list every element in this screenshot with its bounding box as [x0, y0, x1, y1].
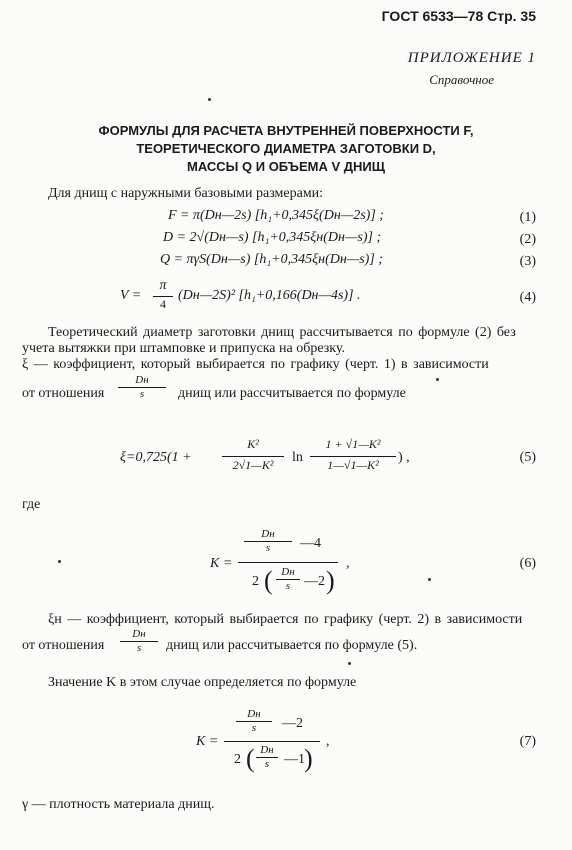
formula-4-rhs: (Dн—2S)² [h₁+0,166(Dн—4s)] . [178, 288, 361, 303]
formula-7-den-lparen: ( [246, 744, 255, 773]
formula-6-den-tail: —2 [304, 574, 325, 589]
formula-3: Q = πγS(Dн—s) [h₁+0,345ξн(Dн—s)] ; [160, 252, 383, 267]
scan-speck [436, 378, 439, 381]
formula-7-num-frac-d: s [236, 721, 272, 735]
para-3-line-2-pre: от отношения [22, 638, 105, 653]
formula-5-num-2: 1 + √1—K² [325, 437, 381, 451]
formula-7-den-tail: —1 [284, 752, 305, 767]
formula-7-number: (7) [519, 734, 536, 749]
para-2-fraction-num: Dн [135, 374, 149, 386]
para-3-fraction [120, 628, 158, 655]
scan-speck [208, 98, 211, 101]
para-2-fraction [118, 374, 166, 401]
para-1-line-2: учета вытяжки при штамповке и припуска на обрезку. [22, 341, 345, 356]
formula-7-lhs: K = [196, 734, 219, 749]
formula-2: D = 2√(Dн—s) [h₁+0,345ξн(Dн—s)] ; [163, 230, 382, 245]
formula-6-den-frac-n: Dн [281, 566, 295, 578]
formula-4-pi: π [159, 278, 167, 293]
formula-4-four: 4 [160, 297, 166, 311]
formula-5-number: (5) [519, 450, 536, 465]
para-3-fraction-num: Dн [132, 628, 146, 640]
formula-7-num-tail: —2 [282, 716, 303, 731]
para-2-line-2-pre: от отношения [22, 386, 105, 401]
formula-1: F = π(Dн—2s) [h₁+0,345ξ(Dн—2s)] ; [168, 208, 384, 223]
para-4-text: Значение K в этом случае определяется по формуле [48, 675, 357, 690]
para-2-line-2-post: днищ или рассчитывается по формуле [178, 386, 406, 401]
formula-6-number: (6) [519, 556, 536, 571]
formula-4-lhs: V = [120, 288, 142, 303]
formula-7-den-pre: 2 [234, 752, 241, 767]
para-3-fraction-den: s [120, 641, 158, 655]
page-header: ГОСТ 6533—78 Стр. 35 [381, 8, 536, 24]
scan-speck [348, 662, 351, 665]
formula-6-den-rparen: ) [326, 566, 335, 595]
formula-7-den-frac-d: s [256, 757, 278, 771]
heading-line-2: ТЕОРЕТИЧЕСКОГО ДИАМЕТРА ЗАГОТОВКИ D, [136, 141, 436, 156]
para-2-line-1: ξ — коэффициент, который выбирается по графику (черт. 1) в зависимости [22, 357, 489, 372]
formula-7-den-rparen: ) [304, 744, 313, 773]
formula-6-num-frac-d: s [244, 541, 292, 555]
para-3-line-2-post: днищ или рассчитывается по формуле (5). [166, 638, 418, 653]
formula-4-number: (4) [519, 290, 536, 305]
formula-6-main-bar [238, 562, 338, 563]
formula-5-lhs: ξ=0,725(1 + [120, 450, 192, 465]
formula-6-num-frac-n: Dн [261, 528, 275, 540]
formula-6-den-lparen: ( [264, 566, 273, 595]
formula-6-den-pre: 2 [252, 574, 259, 589]
formula-5-ln: ln [292, 450, 303, 465]
formula-1-number: (1) [519, 210, 536, 225]
para-3-line-1: ξн — коэффициент, который выбирается по графику (черт. 2) в зависимости [48, 612, 523, 627]
formula-5-tail: ) , [398, 450, 410, 465]
formula-7-den-frac-n: Dн [260, 744, 274, 756]
heading-line-3: МАССЫ Q И ОБЪЕМА V ДНИЩ [187, 159, 385, 174]
formula-6-lhs: K = [210, 556, 233, 571]
scan-speck [428, 578, 431, 581]
formula-7-num-frac-n: Dн [247, 708, 261, 720]
para-1-line-1: Теоретический диаметр заготовки днищ рассчитывается по формуле (2) без [48, 325, 516, 340]
intro-text: Для днищ с наружными базовыми размерами: [48, 186, 324, 201]
formula-6-comma: , [346, 556, 350, 571]
where-label: где [22, 497, 41, 512]
formula-7-main-bar [224, 741, 320, 742]
formula-2-number: (2) [519, 232, 536, 247]
formula-3-number: (3) [519, 254, 536, 269]
appendix-note: Справочное [429, 72, 494, 87]
formula-5-den-2: 1—√1—K² [327, 458, 379, 472]
formula-7-comma: , [326, 734, 330, 749]
formula-5-bar-2 [310, 456, 396, 457]
scan-speck [58, 560, 61, 563]
heading-line-1: ФОРМУЛЫ ДЛЯ РАСЧЕТА ВНУТРЕННЕЙ ПОВЕРХНОСТИ F, [98, 123, 474, 138]
formula-5-num-1: K² [247, 437, 259, 451]
formula-5-den-1: 2√1—K² [232, 458, 274, 472]
formula-7-num-frac [236, 708, 272, 735]
para-2-fraction-den: s [118, 387, 166, 401]
formula-7-den-frac [256, 744, 278, 771]
formula-6-den-frac-d: s [276, 579, 300, 593]
gamma-definition: γ — плотность материала днищ. [22, 797, 215, 812]
formula-6-den-frac [276, 566, 300, 593]
formula-6-num-frac [244, 528, 292, 555]
appendix-title: ПРИЛОЖЕНИЕ 1 [407, 50, 536, 66]
formula-5-bar-1 [222, 456, 284, 457]
formula-6-num-tail: —4 [300, 536, 321, 551]
